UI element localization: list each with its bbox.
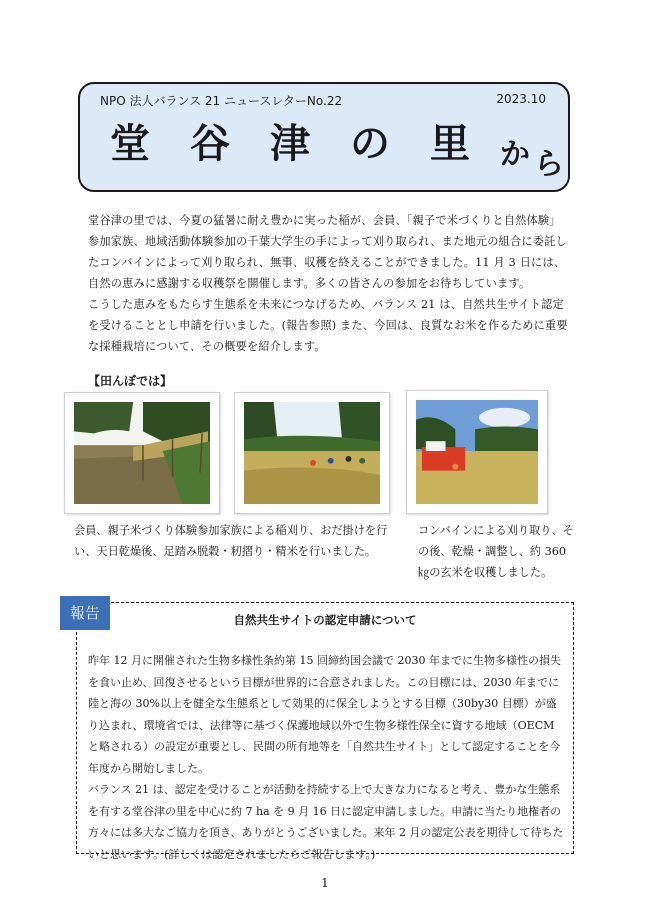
intro-text [88, 210, 570, 357]
report-paragraph: 昨年 12 月に開催された生物多様性条約第 15 回締約国会議で 2030 年までに生物多様性の損失を食い止め、回復させるという目標が世界的に合意されました。この目標には、2030 年までに陸と海の 30%以上を健全な生態系として効果的に保全しようとする目標（30by30 目標）が盛り込まれ、環境省では、法律等に基づく保護地域以外で生物多様性保全に資する地域（OECM と略される）の設定が重要とし、民間の所有地等を「自然共生サイト」として認定することを今年度から開始しました。 [88, 654, 561, 775]
rice-drying-photo [64, 392, 220, 514]
newsletter-label: NPO 法人バランス 21 ニュースレターNo.22 [100, 94, 343, 108]
report-paragraph: バランス 21 は、認定を受けることが活動を持続する上で大きな力になると考え、豊かな生態系を有する堂谷津の里を中心に約 7 ha を 9 月 16 日に認定申請しました。申請に当たり地権者の方々には多大なご協力を頂き、ありがとうございました。来年 2 月の認定公表を期待して待ちたいと思います。(詳しくは認定されましたらご報告します。) [88, 783, 564, 861]
section-heading: 【田んぼでは】 [88, 374, 173, 388]
newsletter-title [110, 116, 564, 188]
title-char: の [350, 121, 390, 167]
photo-caption-right: コンバインによる刈り取り、その後、乾燥・調整し、約 360 ㎏の玄米を収穫しました。 [418, 524, 574, 579]
title-char: 津 [270, 121, 310, 167]
rice-harvest-photo [234, 392, 390, 514]
title-char: ら [534, 147, 564, 182]
newsletter-header [78, 82, 570, 192]
title-char: 堂 [110, 121, 150, 167]
combine-harvester-photo [406, 390, 548, 514]
report-body [88, 650, 566, 865]
title-char: 谷 [190, 121, 230, 167]
title-char: 里 [430, 121, 470, 167]
intro-paragraph: こうした恵みをもたらす生態系を未来につなげるため、バランス 21 は、自然共生サイト認定を受けることとし申請を行いました。(報告参照) また、今回は、良質なお米を作るために重要な採種栽培について、その概要を紹介します。 [88, 298, 568, 353]
title-char: か [500, 137, 530, 172]
photo-caption-left: 会員、親子米づくり体験参加家族による稲刈り、おだ掛けを行い、天日乾燥後、足踏み脱穀・籾摺り・精米を行いました。 [74, 524, 388, 558]
report-title: 自然共生サイトの認定申請について [233, 613, 417, 627]
intro-paragraph: 堂谷津の里では、今夏の猛暑に耐え豊かに実った稲が、会員、「親子で米づくりと自然体験」参加家族、地域活動体験参加の千葉大学生の手によって刈り取られ、また地元の組合に委託したコンバインによって刈り取られ、無事、収穫を終えることができました。11 月 3 日には、自然の恵みに感謝する収穫祭を開催します。多くの皆さんの参加をお待ちしています。 [88, 214, 567, 290]
newsletter-date: 2023.10 [496, 92, 546, 106]
page-number: 1 [321, 876, 329, 890]
report-tag: 報告 [60, 596, 110, 630]
